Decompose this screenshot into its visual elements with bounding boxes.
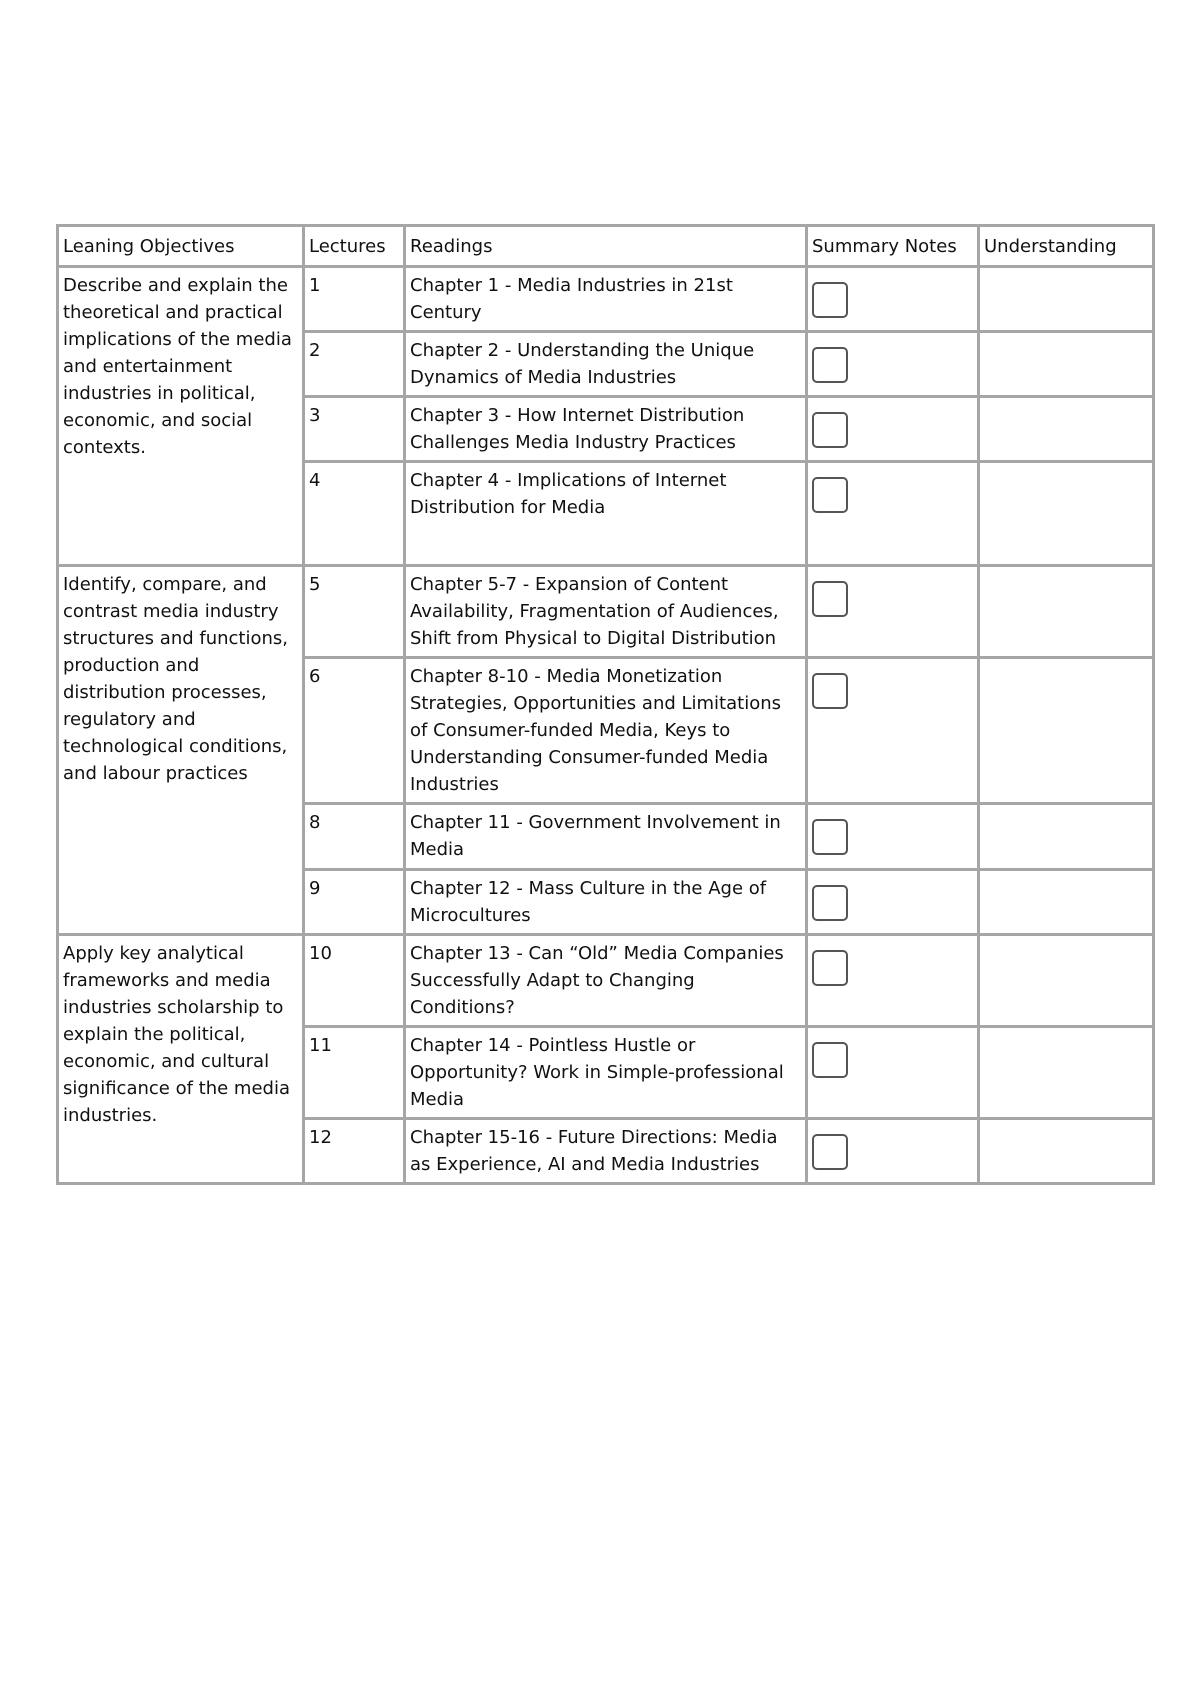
reading-title: Chapter 13 - Can “Old” Media Companies Successfully Adapt to Changing Conditions? — [405, 935, 807, 1027]
table-row — [58, 935, 1154, 1027]
study-plan-table — [56, 224, 1155, 1185]
summary-notes-cell — [807, 1119, 979, 1184]
lecture-number: 11 — [304, 1027, 405, 1119]
reading-title: Chapter 1 - Media Industries in 21st Century — [405, 267, 807, 332]
summary-notes-cell — [807, 332, 979, 397]
lecture-number: 12 — [304, 1119, 405, 1184]
summary-notes-checkbox[interactable] — [812, 282, 848, 318]
understanding-cell[interactable] — [979, 870, 1154, 935]
reading-title: Chapter 4 - Implications of Internet Distribution for Media — [405, 462, 807, 566]
summary-notes-checkbox[interactable] — [812, 885, 848, 921]
reading-title: Chapter 2 - Understanding the Unique Dynamics of Media Industries — [405, 332, 807, 397]
header-lectures: Lectures — [304, 226, 405, 267]
objective-cell: Describe and explain the theoretical and practical implications of the media and entertainment industries in political, economic, and social contexts. — [58, 267, 304, 566]
reading-title: Chapter 5-7 - Expansion of Content Availability, Fragmentation of Audiences, Shift from Physical to Digital Distribution — [405, 566, 807, 658]
summary-notes-cell — [807, 397, 979, 462]
reading-title: Chapter 15-16 - Future Directions: Media as Experience, AI and Media Industries — [405, 1119, 807, 1184]
summary-notes-cell — [807, 658, 979, 804]
summary-notes-checkbox[interactable] — [812, 673, 848, 709]
lecture-number: 2 — [304, 332, 405, 397]
understanding-cell[interactable] — [979, 332, 1154, 397]
understanding-cell[interactable] — [979, 566, 1154, 658]
summary-notes-checkbox[interactable] — [812, 950, 848, 986]
lecture-number: 5 — [304, 566, 405, 658]
lecture-number: 3 — [304, 397, 405, 462]
understanding-cell[interactable] — [979, 1027, 1154, 1119]
summary-notes-checkbox[interactable] — [812, 347, 848, 383]
summary-notes-checkbox[interactable] — [812, 477, 848, 513]
lecture-number: 4 — [304, 462, 405, 566]
table-row — [58, 566, 1154, 658]
understanding-cell[interactable] — [979, 658, 1154, 804]
summary-notes-checkbox[interactable] — [812, 412, 848, 448]
lecture-number: 6 — [304, 658, 405, 804]
summary-notes-cell — [807, 462, 979, 566]
understanding-cell[interactable] — [979, 462, 1154, 566]
lecture-number: 10 — [304, 935, 405, 1027]
header-understanding: Understanding — [979, 226, 1154, 267]
summary-notes-cell — [807, 1027, 979, 1119]
summary-notes-cell — [807, 935, 979, 1027]
reading-title: Chapter 14 - Pointless Hustle or Opportunity? Work in Simple-professional Media — [405, 1027, 807, 1119]
understanding-cell[interactable] — [979, 1119, 1154, 1184]
objective-cell: Identify, compare, and contrast media industry structures and functions, production and distribution processes, regulatory and technological conditions, and labour practices — [58, 566, 304, 935]
lecture-number: 9 — [304, 870, 405, 935]
reading-title: Chapter 12 - Mass Culture in the Age of Microcultures — [405, 870, 807, 935]
understanding-cell[interactable] — [979, 267, 1154, 332]
summary-notes-checkbox[interactable] — [812, 1042, 848, 1078]
summary-notes-cell — [807, 870, 979, 935]
lecture-number: 8 — [304, 804, 405, 870]
header-readings: Readings — [405, 226, 807, 267]
summary-notes-cell — [807, 566, 979, 658]
objective-cell: Apply key analytical frameworks and media industries scholarship to explain the political, economic, and cultural significance of the media industries. — [58, 935, 304, 1184]
summary-notes-cell — [807, 267, 979, 332]
header-summary-notes: Summary Notes — [807, 226, 979, 267]
understanding-cell[interactable] — [979, 935, 1154, 1027]
table-row — [58, 267, 1154, 332]
header-row — [58, 226, 1154, 267]
understanding-cell[interactable] — [979, 397, 1154, 462]
reading-title: Chapter 8-10 - Media Monetization Strategies, Opportunities and Limitations of Consumer-funded Media, Keys to Understanding Consumer-funded Media Industries — [405, 658, 807, 804]
header-objectives: Leaning Objectives — [58, 226, 304, 267]
summary-notes-cell — [807, 804, 979, 870]
understanding-cell[interactable] — [979, 804, 1154, 870]
reading-title: Chapter 3 - How Internet Distribution Challenges Media Industry Practices — [405, 397, 807, 462]
reading-title: Chapter 11 - Government Involvement in Media — [405, 804, 807, 870]
summary-notes-checkbox[interactable] — [812, 1134, 848, 1170]
lecture-number: 1 — [304, 267, 405, 332]
summary-notes-checkbox[interactable] — [812, 581, 848, 617]
summary-notes-checkbox[interactable] — [812, 819, 848, 855]
